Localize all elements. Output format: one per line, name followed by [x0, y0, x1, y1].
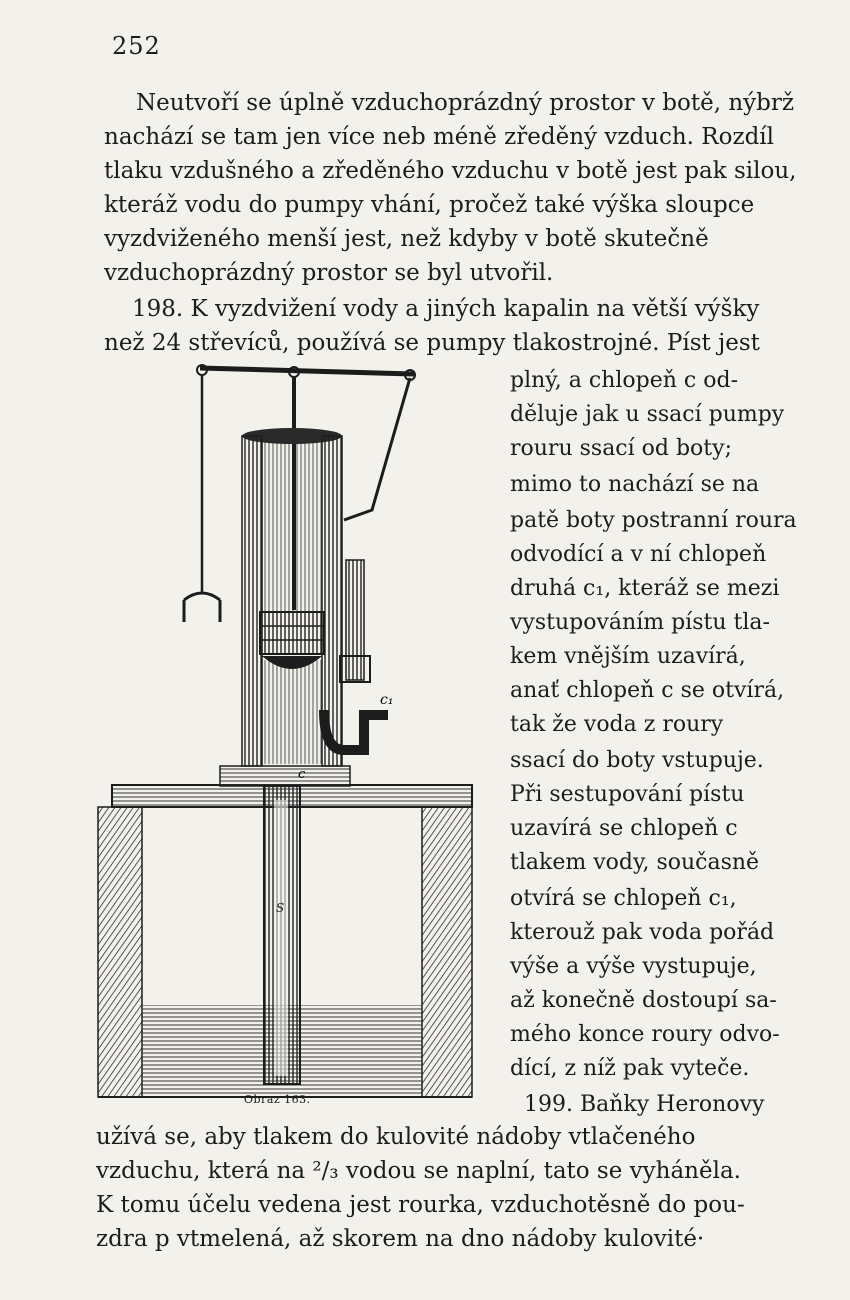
text-line: Neutvoří se úplně vzduchoprázdný prostor v botě, nýbrž: [136, 90, 794, 116]
well-wall-left: [98, 807, 142, 1097]
text-line: užívá se, aby tlakem do kulovité nádoby vtlačeného: [96, 1124, 696, 1150]
page-number: 252: [112, 32, 161, 60]
text-line: tlaku vzdušného a zředěného vzduchu v botě jest pak silou,: [104, 158, 797, 184]
column-line: ssací do boty vstupuje.: [510, 748, 764, 773]
well-wall-right: [422, 807, 472, 1097]
column-line: výše a výše vystupuje,: [510, 954, 757, 979]
text-line: vyzdviženého menší jest, než kdyby v botě skutečně: [104, 226, 709, 252]
text-line: než 24 střevíců, používá se pumpy tlakostrojné. Píst jest: [104, 330, 760, 356]
column-line: děluje jak u ssací pumpy: [510, 402, 785, 427]
section-198-start: 198. K vyzdvižení vody a jiných kapalin na větší výšky: [132, 296, 760, 322]
column-line: odvodící a v ní chlopeň: [510, 542, 767, 567]
support-rod: [344, 378, 410, 520]
label-c: c: [298, 767, 306, 782]
handle-rod: [184, 374, 220, 622]
column-line: patě boty postranní roura: [510, 508, 797, 533]
text-line: vzduchu, která na ²/₃ vodou se naplní, tato se vyháněla.: [96, 1158, 741, 1184]
label-s: S: [276, 901, 285, 915]
column-line: otvírá se chlopeň c₁,: [510, 886, 737, 911]
column-line: anať chlopeň c se otvírá,: [510, 678, 785, 703]
figure-caption: Obraz 163.: [244, 1093, 311, 1106]
column-line: plný, a chlopeň c od-: [510, 368, 739, 393]
column-line: Při sestupování pístu: [510, 782, 745, 807]
column-line: vystupováním pístu tla-: [510, 610, 770, 635]
column-line: mého konce roury odvo-: [510, 1022, 780, 1047]
force-pump-illustration: [92, 360, 492, 1120]
text-line: nachází se tam jen více neb méně zředěný vzduch. Rozdíl: [104, 124, 775, 150]
lever-beam: [197, 365, 415, 380]
column-line: tlakem vody, současně: [510, 850, 760, 875]
section-199-start: 199. Baňky Heronovy: [524, 1092, 765, 1117]
text-line: zdra p vtmelená, až skorem na dno nádoby kulovité·: [96, 1226, 705, 1252]
text-line: K tomu účelu vedena jest rourka, vzduchotěsně do pou-: [96, 1192, 745, 1218]
column-line: dící, z níž pak vyteče.: [510, 1056, 750, 1081]
column-line: druhá c₁, kteráž se mezi: [510, 576, 780, 601]
text-line: kteráž vodu do pumpy vhání, pročež také výška sloupce: [104, 192, 755, 218]
label-c1: c₁: [380, 692, 394, 708]
column-line: rouru ssací od boty;: [510, 436, 732, 461]
column-line: až konečně dostoupí sa-: [510, 988, 777, 1013]
column-line: mimo to nachází se na: [510, 472, 760, 497]
column-line: kem vnějším uzavírá,: [510, 644, 746, 669]
cylinder-base: [220, 766, 350, 786]
text-line: vzduchoprázdný prostor se byl utvořil.: [104, 260, 554, 286]
column-line: uzavírá se chlopeň c: [510, 816, 738, 841]
column-line: kterouž pak voda pořád: [510, 920, 775, 945]
column-line: tak že voda z roury: [510, 712, 724, 737]
